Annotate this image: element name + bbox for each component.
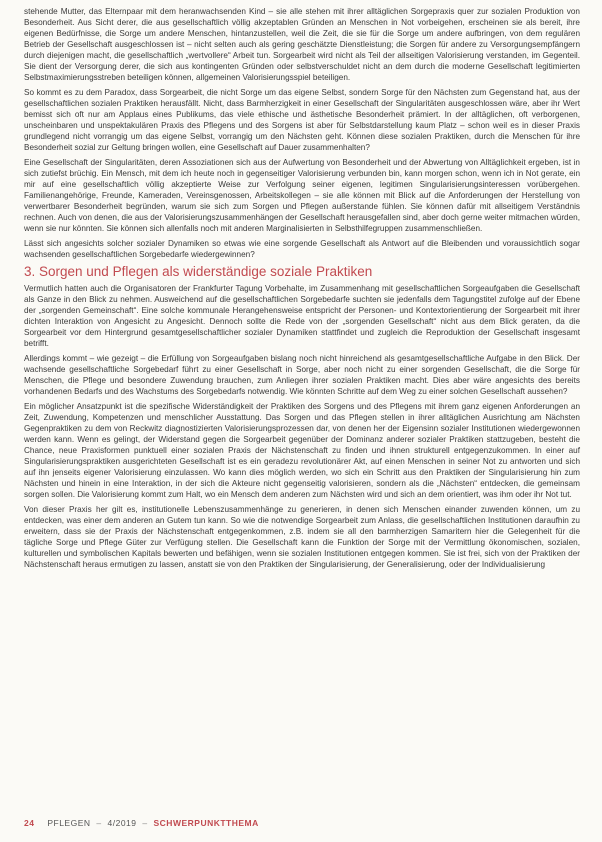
paragraph: stehende Mutter, das Elternpaar mit dem heranwachsenden Kind – sie alle stehen mit ihrer alltäglichen Sorgepraxis quer zur sozialen Produktion von Besonderheit. Aus Sicht derer, die aus gesellschaftlich völlig akzeptablen Gründen an Menschen in Not vorbeigehen, erscheinen sie als bereit, ihre eigenen Bedürfnisse, die Sorge um andere Menschen, hintanzustellen, weil die Zeit, die sie für die Sorge um andere aufbringen, von dem regulären Betrieb der Gesellschaft ausgeschlossen ist – nicht selten auch als gering geschätzte Dienstleistung; die Sorgen für andere zu Versorgungsempfängern durch diejenigen macht, die gesellschaftlich „wertvollere“ Arbeit tun. Sorgearbeit wird nicht als Teil der allseitigen Valorisierung verstanden, im Gegenteil. Sie dient der Versorgung derer, die sich aus kontingenten Gründen oder selbstverschuldet nicht an dem durch die moderne Gesellschaft legitimierten Selbstmaximierungsstreben beteiligen können, allgemeinen Valorisierungsspiel beteiligen. bbox=[24, 7, 580, 82]
journal-name: PFLEGEN bbox=[47, 818, 91, 828]
page-footer bbox=[24, 818, 580, 829]
paragraph: Ein möglicher Ansatzpunkt ist die spezifische Widerständigkeit der Praktiken des Sorgens und des Pflegens mit ihrem ganz eigenen Anforderungen an Zeit, Zuwendung, Kompetenzen und menschlicher Ausstattung. Das Sorgen und das Pflegen stellen in ihrer alltäglichen Ausrichtung am Nächsten Gegenpraktiken zu dem von Reckwitz diagnostizierten Valorisierungsprozessen dar, von denen her der Eigensinn sozialer Institutionen wiedergewonnen werden kann. Wenn es gelingt, der Widerstand gegen die Sorgearbeit gegenüber der Dominanz anderer sozialer Praktiken stattzugeben, besteht die Chance, neue Praxisformen punktuell einer sozialen Praxis der Nächstenschaft zu finden und ihnen strukturell entgegenzukommen. In einer auf Singularisierungspraktiken ausgerichteten Gesellschaft ist es ein geradezu revolutionärer Akt, auf einen Menschen in seiner Not zu antworten und sich auf ihn jenseits eigener Valorisierung einzulassen. Wo kann dies möglich werden, wo sich ein Schritt aus den Praktiken der Singularisierung hin zum Nächsten und hinein in eine Interaktion, in der sich die Akteure nicht gegenseitig valorisieren, sondern als die „Nächsten“ entdecken, die gemeinsam sorgen sollen. Die Valorisierung kommt zum Halt, wo ein Mensch dem anderen zum Nächsten wird und sich an dem orientiert, was ihm oder ihr Not tut. bbox=[24, 402, 580, 499]
paragraph: So kommt es zu dem Paradox, dass Sorgearbeit, die nicht Sorge um das eigene Selbst, sondern Sorge für den Nächsten zum Gegenstand hat, aus der gesellschaftlichen sozialen Praktiken herausfällt. Nicht, dass Barmherzigkeit in einer Gesellschaft der Singularitäten ausgeschlossen wäre, aber ihr Wert bemisst sich oft nur am Applaus eines Publikums, das viele ethische und ästhetische Besonderheit prämiert. In der alltäglichen, oft verborgenen, unscheinbaren und unspektakulären Praxis des Pflegens und des Sorgens ist aber für Selbstdarstellung kaum Platz – schon weil es in dieser Praxis grundlegend nicht vorrangig um das eigene Selbst, vorrangig um den Nächsten geht. Können diese sozialen Praktiken, durch die Menschen für ihre Besonderheit sozial zur Geltung bringen wollen, eine Gesellschaft auf Dauer zusammenhalten? bbox=[24, 88, 580, 152]
footer-separator: – bbox=[96, 818, 102, 828]
footer-dash: – bbox=[142, 818, 148, 828]
paragraph: Lässt sich angesichts solcher sozialer Dynamiken so etwas wie eine sorgende Gesellschaft als Antwort auf die Bleibenden und voraussichtlich sogar wachsenden gesellschaftlichen Sorgebedarfe wiedergewinnen? bbox=[24, 239, 580, 259]
paragraph: Allerdings kommt – wie gezeigt – die Erfüllung von Sorgeaufgaben bislang noch nicht hinreichend als gesamtgesellschaftliche Aufgabe in den Blick. Der wachsende gesellschaftliche Sorgebedarf führt zu einer Gesellschaft in Sorge, aber noch nicht zu einer sorgenden Gesellschaft, die die Sorge für Menschen, die Pflege und besondere Zuwendung brauchen, zum Anliegen ihrer sozialen Praktiken macht. Dies aber wäre angesichts des bereits vorhandenen Bedarfs und des Wachstums des Sorgebedarfs notwendig. Wie könnten Schritte auf dem Weg zu einer solchen Gesellschaft aussehen? bbox=[24, 354, 580, 396]
page-number: 24 bbox=[24, 818, 35, 828]
paragraph: Vermutlich hatten auch die Organisatoren der Frankfurter Tagung Vorbehalte, im Zusammenhang mit gesellschaftlichen Sorgeaufgaben die Gesellschaft als Ganze in den Blick zu nehmen. Ausweichend auf die gesellschaftlichen Sorgebedarfe suchten sie jedenfalls dem Tagungstitel zufolge auf der Ebene der „sorgenden Gemeinschaft“. Eine solche kommunale Herangehensweise entspricht der Personen- und Kontextorientierung der Sorgearbeit mit ihrer dichten Interaktion von Angesicht zu Angesicht. Dennoch sollte die Rede von der „sorgenden Gesellschaft“ nicht aus dem Blick geraten, da die Sorgearbeit vor dem Hintergrund gesamtgesellschaftlicher sozialer Dynamiken stattfindet und zugleich die Reproduktion der Gesellschaft insgesamt betrifft. bbox=[24, 284, 580, 348]
section-topic: SCHWERPUNKTTHEMA bbox=[153, 818, 259, 828]
issue-number: 4/2019 bbox=[107, 818, 137, 828]
section-heading: 3. Sorgen und Pflegen als widerständige soziale Praktiken bbox=[24, 264, 373, 279]
document-page bbox=[24, 6, 580, 574]
paragraph: Eine Gesellschaft der Singularitäten, deren Assoziationen sich aus der Aufwertung von Besonderheit und der Abwertung von Alltäglichkeit ergeben, ist in sich zutiefst brüchig. Ein Mensch, mit dem ich heute noch in gegenseitiger Valorisierung verbunden bin, kann morgen schon, wenn ich in Not gerate, ein mir auf eine gesellschaftlich völlig akzeptierte Weise zur Verfolgung seiner eigenen, legitimen Singularisierungsinteressen vorübergehen. Familienangehörige, Freunde, Kameraden, Vereinsgenossen, Arbeitskollegen – sie alle können mit Blick auf die Anforderungen der Herstellung von verwertbarer Besonderheit begründen, warum sie sich zum Sorgen und Pflegen außerstande fühlen. Sie können dafür mit allseitigem Verständnis rechnen. Auch von denen, die aus der Valorisierungszusammenhängen der Gesellschaft herausgefallen sind, aber doch gerne weiter mitmachen würden, wenn sie nur könnten. Sie können sich allenfalls noch mit anderen Marginalisierten in Selbsthilfegruppen zusammenschließen. bbox=[24, 158, 580, 233]
paragraph: Von dieser Praxis her gilt es, institutionelle Lebenszusammenhänge zu generieren, in denen sich Menschen einander zuwenden können, um zu entdecken, was einer dem anderen an Gutem tun kann. So wie die notwendige Sorgearbeit zum Anlass, die gesellschaftlichen Institutionen daraufhin zu erweitern, dass sie der Praxis der Nächstenschaft entgegenkommen, z.B. indem sie all den barmherzigen Samaritern hier die Gelegenheit für die tägliche Sorge und Pflege Güter zur Verfügung stellen. Die Gesellschaft kann die Funktion der Sorge mit der Vermittlung ökonomischen, sozialen, kulturellen und symbolischen Kapitals bewerten und befähigen, wenn sie sozialen Institutionen entgegen kommen. Sie ist frei, sich von der Praktiken der Nächstenschaft heraus ermutigen zu lassen, anstatt sie von den Praktiken der Singularisierung, der Generalisierung, oder der Individualisierung bbox=[24, 505, 580, 569]
